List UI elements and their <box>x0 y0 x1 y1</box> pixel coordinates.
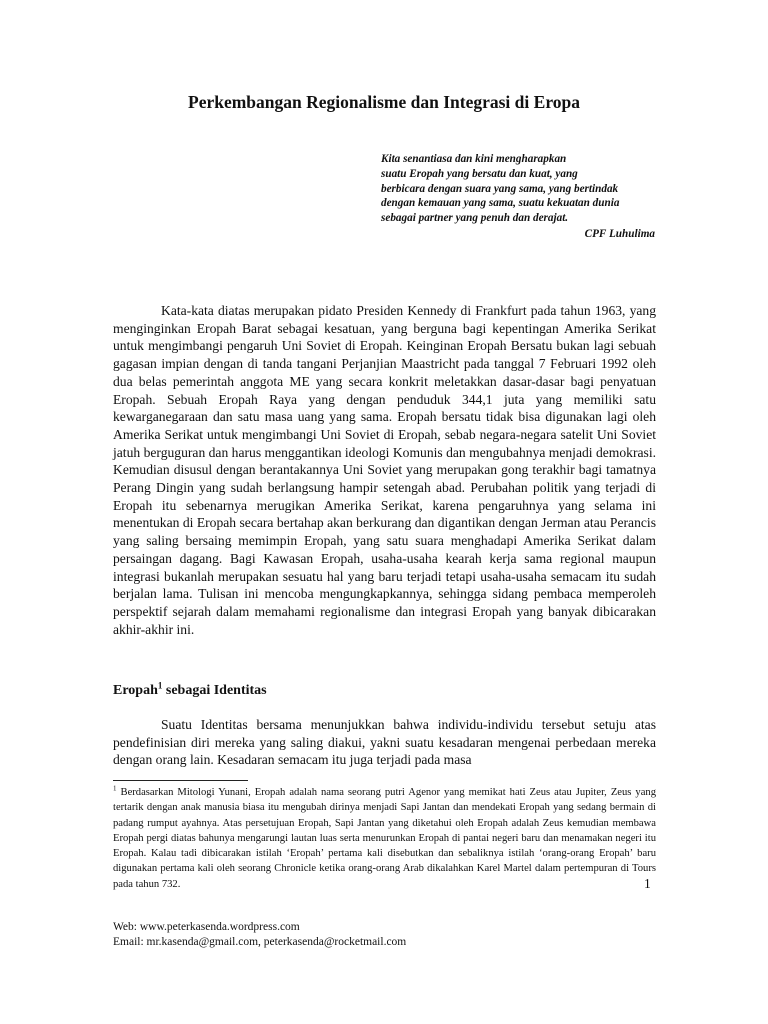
epigraph-quote <box>381 152 655 242</box>
footnote-divider <box>113 780 248 781</box>
quote-line: berbicara dengan suara yang sama, yang bertindak <box>381 182 619 195</box>
quote-line: dengan kemauan yang sama, suatu kekuatan dunia <box>381 197 620 210</box>
footnote-reference[interactable]: 1 <box>157 680 163 691</box>
page-number: 1 <box>644 876 651 891</box>
footnote-mark: 1 <box>113 784 117 793</box>
email-contact[interactable]: Email: mr.kasenda@gmail.com, peterkasenda@rocketmail.com <box>113 936 407 948</box>
body-paragraph-identity: Suatu Identitas bersama menunjukkan bahwa individu-individu tersebut setuju atas pendefinisian diri mereka yang saling diakui, yakni suatu kesadaran mengenai perbedaan mereka dengan orang lain. Kesadaran semacam itu juga terjadi pada masa <box>113 717 656 768</box>
section-heading-text: Eropah <box>113 683 158 698</box>
document-title: Perkembangan Regionalisme dan Integrasi di Eropa <box>188 92 580 112</box>
quote-line: suatu Eropah yang bersatu dan kuat, yang <box>381 167 578 180</box>
body-paragraph-intro: Kata-kata diatas merupakan pidato Presiden Kennedy di Frankfurt pada tahun 1963, yang menginginkan Eropah Barat sebagai kesatuan, yang berguna bagi kepentingan Amerika Serikat untuk mengimbangi pengaruh Uni Soviet di Eropah. Keinginan Eropah Bersatu bukan lagi sebuah gagasan impian dengan di tanda tangani Perjanjian Maastricht pada tanggal 7 Februari 1992 oleh dua belas pemerintah anggota ME yang secara konkrit meletakkan dasar-dasar bagi penyatuan Eropah. Sebuah Eropah Raya yang dengan penduduk 344,1 juta yang memiliki satu kewarganegaraan dan satu masa uang yang sama. Eropah bersatu tidak bisa digunakan lagi oleh Amerika Serikat untuk mengimbangi Uni Soviet di Eropah, sebab negara-negara satelit Uni Soviet jatuh berguguran dan harus menggantikan ideologi Komunis dan mengubahnya menjadi demokrasi. Kemudian disusul dengan berantakannya Uni Soviet yang merupakan gong terakhir bagi tamatnya Perang Dingin yang sudah berlangsung hampir setengah abad. Perubahan politik yang terjadi di Eropah itu sebenarnya merugikan Amerika Serikat, karena pengaruhnya yang selama ini menentukan di Eropah secara bertahap akan berkurang dan digantikan dengan Jerman atau Perancis yang saling bersaing memimpin Eropah, yang satu suara menghadapi Amerika Serikat dalam persaingan dagang. Bagi Kawasan Eropah, usaha-usaha kearah kerja sama regional maupun integrasi bukanlah merupakan sesuatu hal yang baru terjadi tetapi usaha-usaha semacam itu sudah berjalan lama. Tulisan ini mencoba mengungkapkannya, sehingga sidang pembaca memperoleh perspektif sejarah dalam memahami regionalisme dan integrasi Eropah yang banyak dibicarakan akhir-akhir ini. <box>113 303 656 637</box>
footnote <box>113 785 656 892</box>
quote-author: CPF Luhulima <box>584 227 655 240</box>
quote-line: Kita senantiasa dan kini mengharapkan <box>381 153 567 165</box>
section-heading-text: sebagai Identitas <box>162 683 267 698</box>
website-contact[interactable]: Web: www.peterkasenda.wordpress.com <box>113 921 300 933</box>
quote-line: sebagai partner yang penuh dan derajat. <box>381 212 569 225</box>
footnote-text: Berdasarkan Mitologi Yunani, Eropah adalah nama seorang putri Agenor yang memikat hati Zeus atau Jupiter, Zeus yang tertarik dengan anak manusia biasa itu mengubah dirinya menjadi Sapi Jantan dan mendekati Eropah yang sedang bermain di padang rumput ayahnya. Atas persetujuan Eropah, Sapi Jantan yang diketahui oleh Eropah adalah Zeus kemudian membawa Eropah pergi diatas bahunya mengarungi lautan luas serta menurunkan Eropah di pantai negeri baru dan menamakan negeri itu Eropah. Kalau tadi dibicarakan istilah ‘Eropah’ pertama kali disebutkan dan sebaliknya istilah ‘orang-orang Eropah’ baru digunakan pertama kali oleh seorang Chronicle ketika orang-orang Arab dikalahkan Karel Martel dalam pertempuran di Tours pada tahun 732. <box>113 787 656 890</box>
section-heading <box>113 682 267 700</box>
